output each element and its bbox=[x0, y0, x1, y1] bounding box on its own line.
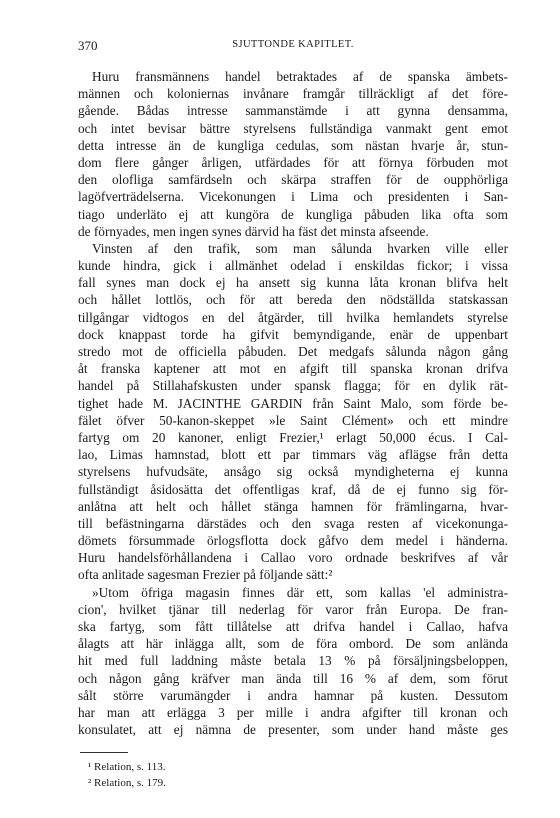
text-line: fall synes man dock ej ha ansett sig kunna låta kronan blifva helt bbox=[78, 275, 508, 291]
footnotes bbox=[78, 759, 508, 791]
text-line: har man att erlägga 3 per mille i andra afgifter till kronan och bbox=[78, 704, 508, 720]
text-line: cion', hvilket tjänar till nederlag för varor från Europa. De fran- bbox=[78, 601, 508, 617]
text-line: fullständigt åsidosätta det offentligas kraf, då de ej funno sig för- bbox=[78, 481, 508, 497]
text-line: handel på Stillahafskusten under spansk flagga; för en dylik rät- bbox=[78, 378, 508, 394]
text-line: ska fartyg, som fått tillåtelse att drifva handel i Callao, hafva bbox=[78, 619, 508, 634]
text-line: »Utom öfriga magasin finnes där ett, som kallas 'el administra- bbox=[92, 584, 508, 600]
page-number: 370 bbox=[78, 38, 98, 53]
text-line: tiago underläto ej att kungöra de kungliga påbuden lika ofta som bbox=[78, 206, 508, 222]
footnote: ¹ Relation, s. 113. bbox=[88, 761, 166, 774]
text-line: och någon gång kräfver man ända till 16 % af dem, som förut bbox=[78, 670, 508, 686]
text-line: och hållet lottlös, och för att bereda den nödställda statskassan bbox=[78, 292, 508, 308]
text-line: de förnyades, men ingen synes därvid ha fäst det minsta afseende. bbox=[78, 223, 429, 239]
text-line: tillgångar vidtogos en del åtgärder, till hvilka hemlandets styrelse bbox=[78, 309, 508, 325]
text-line: stredo mot de officiella påbuden. Det medgafs sålunda någon gång bbox=[78, 344, 508, 359]
text-line: ålagts att här inlägga allt, som de föra ombord. De som anlända bbox=[78, 636, 508, 652]
text-line: lagöfverträdelserna. Vicekonungen i Lima och presidenten i San- bbox=[78, 189, 508, 205]
text-line: männen och koloniernas invånare framgår tillräckligt af det före- bbox=[78, 86, 508, 102]
text-line: kunde hindra, gick i allmänhet odelad i enskildas fickor; i vissa bbox=[78, 258, 508, 274]
footnote-divider bbox=[80, 752, 128, 753]
body-text bbox=[78, 68, 508, 738]
text-line: hit med full laddning måste betala 13 % på försäljningsbeloppen, bbox=[78, 653, 508, 669]
text-line: och intet bevisar bättre styrelsens fullständiga vanmakt gent emot bbox=[78, 120, 508, 136]
text-line: konsulatet, att ej nämna de presenter, som under hand måste ges bbox=[78, 722, 508, 738]
chapter-title: SJUTTONDE KAPITLET. bbox=[232, 39, 354, 50]
text-line: dömets försummade örlogsflotta dock gåfvo dem medel i händerna. bbox=[78, 533, 508, 549]
book-page bbox=[78, 38, 508, 791]
text-line: den olofliga samfärdseln och skärpa straffen för de oupphörliga bbox=[78, 172, 508, 188]
text-line: fartyg om 20 kanoner, enligt Frezier,¹ erlagt 50,000 écus. I Cal- bbox=[78, 429, 508, 445]
text-line: detta intresse än de kungliga cedulas, som nästan hvarje år, stun- bbox=[78, 137, 508, 153]
text-line: gående. Bådas intresse sammanstämde i att gynna densamma, bbox=[78, 103, 508, 119]
text-line: till befästningarna därstädes och den svaga resten af vicekonunga- bbox=[78, 515, 508, 531]
text-line: ofta anlitade sagesman Frezier på följande sätt:² bbox=[78, 567, 333, 583]
text-line: styrelsens hufvudsäte, ansågo sig också myndigheterna ej kunna bbox=[78, 464, 508, 480]
text-line: Huru handelsförhållandena i Callao voro ordnade beskrifves af vår bbox=[78, 550, 508, 566]
text-line: Vinsten af den trafik, som man sålunda hvarken ville eller bbox=[92, 240, 508, 256]
text-line: åt franska kaptener att mot en afgift till spanska kronan drifva bbox=[78, 361, 508, 377]
text-line: fälet öfver 50-kanon-skeppet »le Saint Clément» och ett mindre bbox=[78, 412, 508, 428]
text-line: tighet hade M. JACINTHE GARDIN från Saint Malo, som förde be- bbox=[78, 395, 508, 411]
text-line: sålt större varumängder i andra hamnar på kusten. Dessutom bbox=[78, 687, 508, 703]
text-line: lao, Limas hamnstad, blott ett par timmars väg aflägse från detta bbox=[78, 447, 508, 463]
footnote: ² Relation, s. 179. bbox=[88, 777, 166, 790]
running-head bbox=[78, 38, 508, 60]
text-line: anlåtna att helt och hållet stänga hamnen för främlingarna, hvar- bbox=[78, 498, 508, 514]
text-line: dock knappast torde ha gifvit bemyndigande, enär de uppenbart bbox=[78, 326, 508, 342]
text-line: Huru fransmännens handel betraktades af de spanska ämbets- bbox=[92, 69, 508, 84]
text-line: dom flere gånger årligen, utfärdades för att förnya förbuden mot bbox=[78, 154, 508, 170]
